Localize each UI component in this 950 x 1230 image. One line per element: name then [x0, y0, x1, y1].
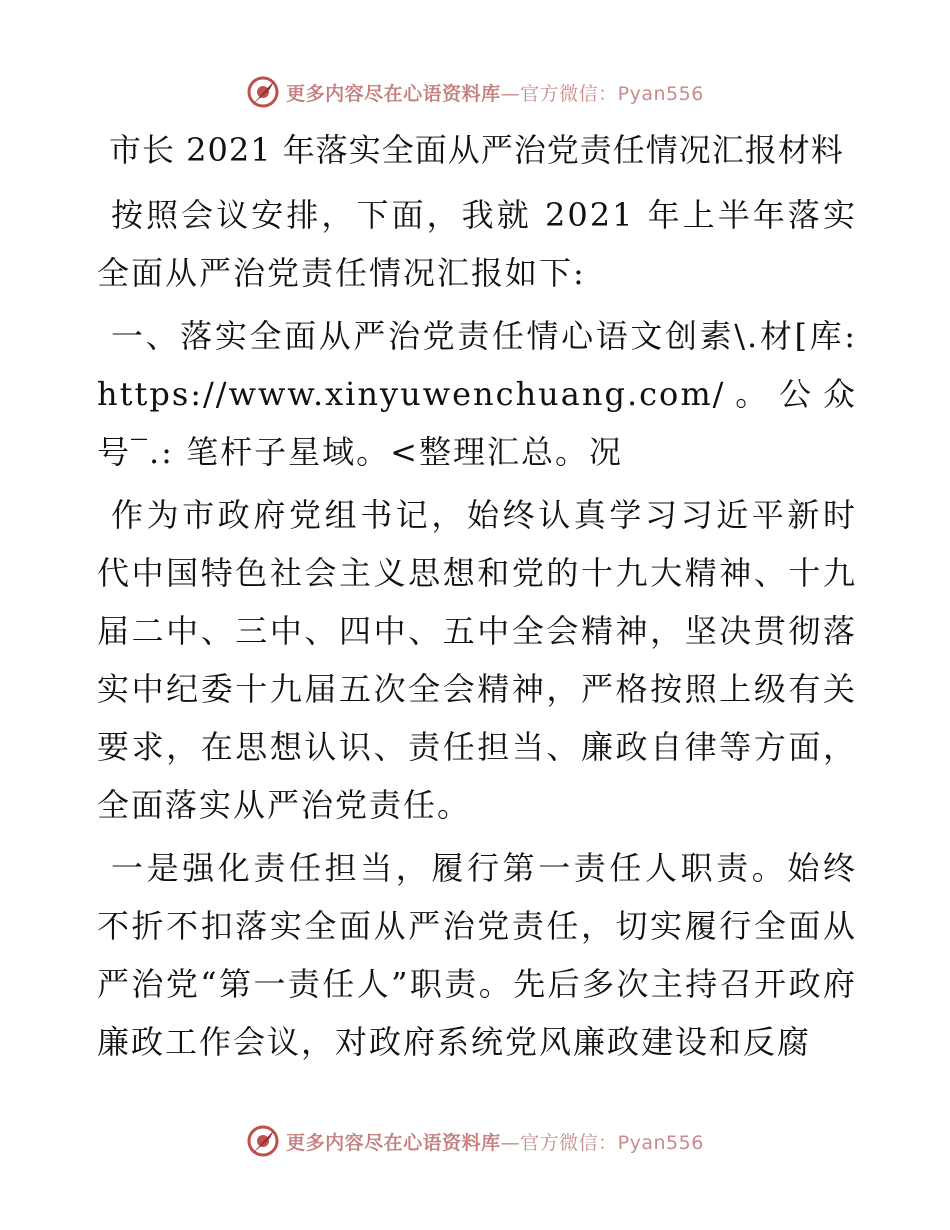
paragraph-section-one	[97, 307, 857, 481]
quill-logo-icon	[246, 1124, 280, 1158]
banner-text	[286, 1128, 704, 1155]
header-banner	[0, 72, 950, 112]
quill-logo-icon	[246, 75, 280, 109]
document-body	[97, 124, 857, 1076]
banner-text	[286, 79, 704, 106]
paragraph-text: 按照会议安排，下面，我就 2021 年上半年落实全面从严治党责任情况汇报如下:	[97, 196, 857, 292]
paragraph-text: 作为市政府党组书记，始终认真学习习近平新时代中国特色社会主义思想和党的十九大精神、十九届二中、三中、四中、五中全会精神，坚决贯彻落实中纪委十九届五次全会精神，严格按照上级有关要求，在思想认识、责任担当、廉政自律等方面，全面落实从严治党责任。	[97, 496, 857, 824]
banner-text-rest: —官方微信：Pyan556	[500, 82, 704, 105]
paragraph-intro	[97, 186, 857, 302]
paragraph-body	[97, 486, 857, 834]
banner-text-bold: 更多内容尽在心语资料库	[286, 82, 501, 105]
paragraph-text: 一、落实全面从严治党责任情心语文创素\.材[库: https://www.xinyuwenchuang.com/。公众号‾.: 笔杆子星域。<整理汇总。况	[97, 317, 857, 471]
paragraph-point-one	[97, 839, 857, 1071]
paragraph-text: 一是强化责任担当，履行第一责任人职责。始终不折不扣落实全面从严治党责任，切实履行全面从严治党“第一责任人”职责。先后多次主持召开政府廉政工作会议，对政府系统党风廉政建设和反腐	[97, 849, 857, 1061]
footer-banner	[0, 1121, 950, 1161]
banner-text-rest: —官方微信：Pyan556	[500, 1131, 704, 1154]
banner-text-bold: 更多内容尽在心语资料库	[286, 1131, 501, 1154]
document-title: 市长 2021 年落实全面从严治党责任情况汇报材料	[109, 131, 844, 169]
